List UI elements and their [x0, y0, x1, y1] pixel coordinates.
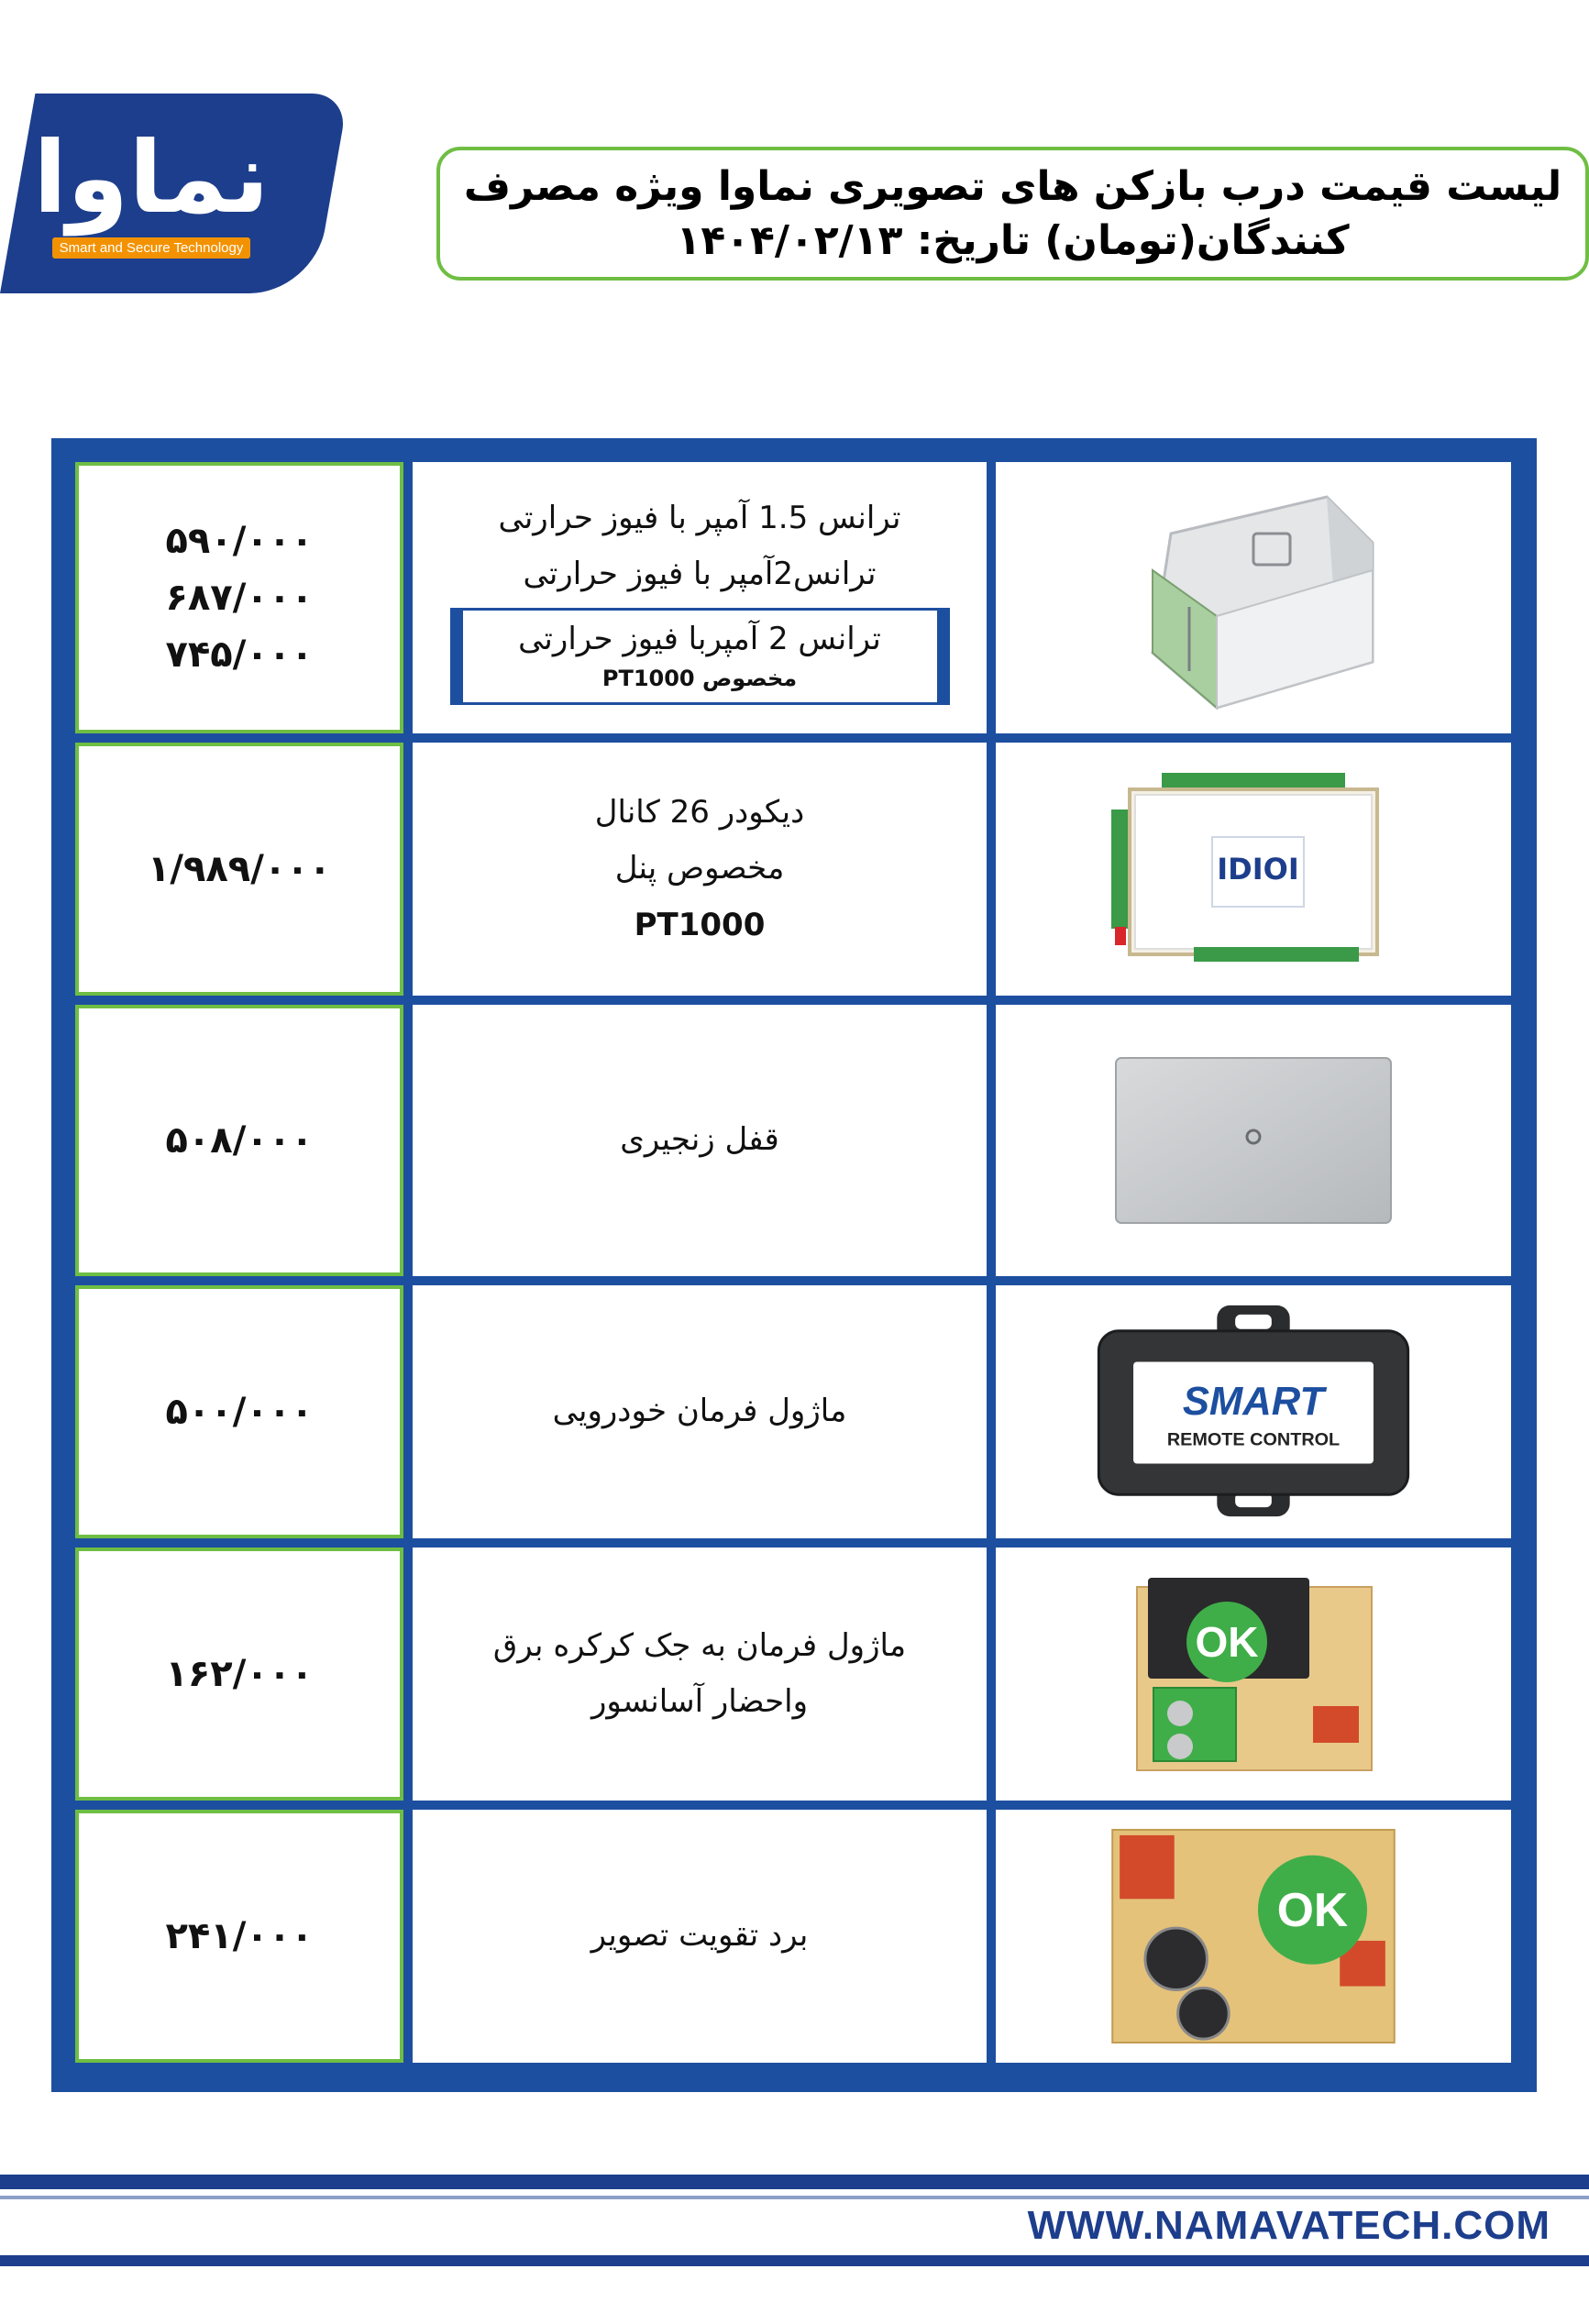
- table-row-3-image: [996, 1005, 1511, 1276]
- table-row-1-price: [75, 462, 403, 733]
- product-name: برد تقویت تصویر: [590, 1917, 809, 1955]
- product-name: ترانس 1.5 آمپر با فیوز حرارتی: [498, 500, 901, 537]
- price-value: ۱۶۲/۰۰۰: [165, 1653, 314, 1695]
- footer-bar-top: [0, 2175, 1589, 2189]
- table-row-4-description: [413, 1285, 987, 1538]
- website-link[interactable]: WWW.NAMAVATECH.COM: [1027, 2203, 1550, 2248]
- product-name: ماژول فرمان خودرویی: [552, 1393, 847, 1430]
- price-value: ۶۸۷/۰۰۰: [165, 577, 314, 619]
- table-row-1-description: [413, 462, 987, 733]
- table-row-6-price: [75, 1810, 403, 2063]
- video-amplifier-board-image: [1102, 1823, 1405, 2050]
- page-title-line-1: لیست قیمت درب بازکن های تصویری نماوا ویژه مصرف: [463, 162, 1562, 210]
- chain-lock-image: [1107, 1049, 1400, 1232]
- price-table: [51, 438, 1537, 2092]
- logo-tagline: Smart and Secure Technology: [52, 237, 251, 259]
- remote-control-text: REMOTE CONTROL: [1166, 1429, 1341, 1450]
- transformer-image: [1116, 479, 1391, 717]
- footer-bar-bottom: [0, 2255, 1589, 2266]
- price-value: ۱/۹۸۹/۰۰۰: [147, 848, 332, 890]
- table-row-3-price: [75, 1005, 403, 1276]
- table-row-6-image: [996, 1810, 1511, 2063]
- ok-label-text: OK: [1195, 1618, 1259, 1666]
- table-row-5-image: [996, 1547, 1511, 1801]
- price-value: ۲۴۱/۰۰۰: [165, 1915, 314, 1957]
- price-value: ۵۰۸/۰۰۰: [165, 1119, 314, 1162]
- smart-remote-module-image: [1088, 1298, 1418, 1525]
- page-title-line-2: کنندگان(تومان) تاریخ: ۱۴۰۴/۰۲/۱۳: [676, 217, 1350, 264]
- product-name: ماژول فرمان به جک کرکره برق: [492, 1626, 907, 1664]
- decoder-board-image: [1111, 764, 1396, 975]
- price-value: ۵۰۰/۰۰۰: [165, 1391, 314, 1433]
- product-note: مخصوص PT1000: [601, 665, 798, 691]
- product-name: دیکودر 26 کانال: [594, 794, 805, 832]
- table-row-1-image: [996, 462, 1511, 733]
- table-row-3-description: [413, 1005, 987, 1276]
- table-row-5-description: [413, 1547, 987, 1801]
- table-row-6-description: [413, 1810, 987, 2063]
- product-name: ترانس 2 آمپربا فیوز حرارتی: [518, 621, 881, 658]
- product-name: مخصوص پنل: [614, 850, 785, 887]
- product-name: ترانس2آمپر با فیوز حرارتی: [523, 556, 877, 593]
- table-row-4-image: [996, 1285, 1511, 1538]
- product-name: قفل زنجیری: [620, 1121, 779, 1159]
- relay-board-image: [1130, 1569, 1377, 1779]
- table-row-2-description: [413, 743, 987, 996]
- logo-mark: نماوا: [33, 120, 270, 236]
- table-row-4-price: [75, 1285, 403, 1538]
- ok-label-text: OK: [1276, 1883, 1349, 1937]
- table-row-2-image: [996, 743, 1511, 996]
- table-row-2-price: [75, 743, 403, 996]
- highlighted-product-box: [450, 608, 950, 705]
- smart-logo-text: SMART: [1182, 1378, 1325, 1424]
- svg-text:IDIOI: IDIOI: [1217, 852, 1299, 887]
- price-value: ۷۴۵/۰۰۰: [165, 633, 314, 676]
- product-model: PT1000: [634, 906, 766, 943]
- namava-logo: [0, 94, 303, 293]
- price-value: ۵۹۰/۰۰۰: [165, 520, 314, 562]
- table-row-5-price: [75, 1547, 403, 1801]
- product-name: واحضار آسانسور: [590, 1683, 809, 1720]
- price-list-title-box: [436, 147, 1589, 281]
